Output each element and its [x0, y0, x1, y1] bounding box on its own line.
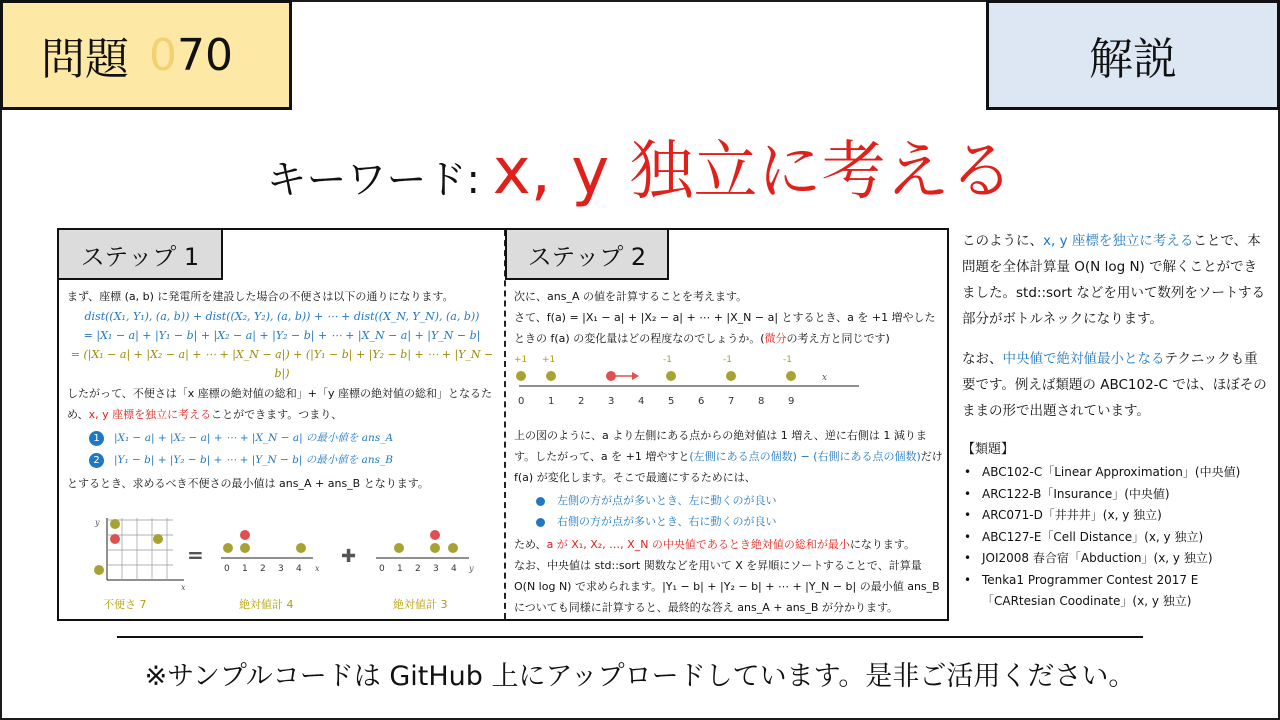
bullet-dot [536, 497, 545, 506]
plus-sign: ✚ [341, 546, 357, 567]
step1-intro: まず、座標 (a, b) に発電所を建設した場合の不便さは以下の通りになります。 [67, 290, 454, 303]
y-tick-1: 1 [397, 564, 403, 574]
step1-para3: とするとき、求めるべき不便さの最小値は ans_A + ans_B となります。 [67, 477, 429, 490]
step2-p2-b: の考え方と同じです) [786, 332, 890, 345]
step2-p2 [514, 307, 946, 349]
summary-p2 [962, 346, 1268, 424]
summary-column [962, 228, 1268, 613]
ruiden-item: • Tenka1 Programmer Contest 2017 E「CARtesian Coodinate」(x, y 独立) [962, 570, 1268, 613]
problem-prefix: 問題 [41, 34, 129, 85]
summary-p1 [962, 228, 1268, 332]
nl-tick-6: 6 [698, 396, 705, 407]
x-tick-0: 0 [224, 564, 230, 574]
ruiden-list [962, 462, 1268, 613]
summary-p2-highlight: 中央値で絶対値最小となる [1002, 351, 1165, 367]
step2-p5: なお、中央値は std::sort 関数などを用いて X を昇順にソートすることで、計算量 O(N log N) で求められます。|Y₁ − b| + |Y₂ − b| + ⋯ + |Y_N − b| の最小値 ans_B についても同様に計算すると、最終的な答え ans_A + ans_B が分かります。 [514, 559, 940, 614]
y-line-caption: 絶対値計 3 [393, 598, 448, 611]
delta-label-2: +1 [542, 355, 556, 365]
step2-p4-highlight: a が X₁, X₂, …, X_N の中央値であるとき絶対値の総和が最小 [546, 538, 850, 551]
step1-eq3 [67, 345, 497, 383]
keyword-label: キーワード: [266, 157, 480, 203]
y-tick-0: 0 [379, 564, 385, 574]
step1-eq3-y: (|Y₁ − b| + |Y₂ − b| + ⋯ + |Y_N − b|) [274, 348, 494, 380]
problem-title [0, 0, 292, 110]
x-line-axis: x [315, 564, 320, 573]
problem-number: 70 [177, 29, 233, 81]
nl-tick-8: 8 [758, 396, 765, 407]
grid-axis-y: y [95, 518, 100, 527]
keyword-value: x, y 独立に考える [492, 135, 1014, 209]
y-tick-4: 4 [451, 564, 457, 574]
grid-axis-x: x [181, 583, 186, 592]
delta-label-1: +1 [514, 355, 528, 365]
step1-eq1: dist((X₁, Y₁), (a, b)) + dist((X₂, Y₂), (a, b)) + ⋯ + dist((X_N, Y_N), (a, b)) [84, 310, 480, 323]
nl-tick-3: 3 [608, 396, 615, 407]
x-tick-2: 2 [260, 564, 266, 574]
step1-para2-a: したがって、不便さは「x 座標の絶対値の総和」+「y 座標の絶対値の総和」となるため、 [67, 387, 493, 421]
step1-eq3-plus: + [289, 348, 306, 361]
x-numberline [221, 530, 320, 611]
step2-p3 [514, 425, 946, 488]
step1-item2 [67, 449, 497, 471]
step1-item1 [67, 427, 497, 449]
x-tick-4: 4 [296, 564, 302, 574]
y-tick-2: 2 [415, 564, 421, 574]
delta-label-5: -1 [783, 355, 792, 365]
section-label: 解説 [986, 0, 1280, 110]
step2-p3-b: だけ f(a) が変化します。そこで最適にするためには、 [514, 450, 943, 484]
step1-para2-highlight: x, y 座標を独立に考える [88, 408, 212, 421]
item1-number: 1 [89, 431, 104, 446]
delta-label-4: -1 [723, 355, 732, 365]
summary-p2-b: テクニックも重要です。例えば類題の ABC102-C では、ほぼそのままの形で出題されています。 [962, 351, 1267, 419]
step1-diagram [89, 518, 489, 616]
step-divider [504, 230, 506, 619]
step2-p2-highlight: 微分 [764, 332, 787, 345]
summary-p1-b: ことで、本問題を全体計算量 O(N log N) で解くことができました。std::sort などを用いて数列をソートする部分がボトルネックになります。 [962, 233, 1266, 327]
nl-tick-1: 1 [548, 396, 555, 407]
step1-para2-b: ことができます。つまり、 [211, 408, 343, 421]
step2-content [514, 286, 946, 618]
ruiden-item: • JOI2008 春合宿「Abduction」(x, y 独立) [962, 548, 1268, 570]
step2-p3-a: 上の図のように、a より左側にある点からの絶対値は 1 増え、逆に右側は 1 減ります。したがって、a を +1 増やすと [514, 429, 927, 463]
nl-axis: x [822, 373, 828, 383]
x-tick-3: 3 [278, 564, 284, 574]
grid-caption: 不便さ 7 [103, 598, 147, 611]
summary-p2-a: なお、 [962, 351, 1003, 367]
summary-p1-highlight: x, y 座標を独立に考える [1043, 233, 1194, 249]
step2-numberline [514, 350, 884, 420]
nl-tick-0: 0 [518, 396, 525, 407]
grid-plot [94, 518, 186, 611]
nl-tick-5: 5 [668, 396, 675, 407]
step2-p1: 次に、ans_A の値を計算することを考えます。 [514, 290, 748, 303]
step1-eq3-x: = (|X₁ − a| + |X₂ − a| + ⋯ + |X_N − a|) [70, 348, 290, 361]
delta-label-3: -1 [663, 355, 672, 365]
x-tick-1: 1 [242, 564, 248, 574]
step2-p4 [514, 534, 946, 555]
bullet-dot [536, 518, 545, 527]
step2-bullet1 [514, 490, 946, 511]
keyword-heading [0, 132, 1280, 220]
item2-text: |Y₁ − b| + |Y₂ − b| + ⋯ + |Y_N − b| の最小値を ans_B [114, 454, 393, 466]
equals-sign: = [187, 543, 204, 567]
ruiden-title: 【類題】 [962, 442, 1015, 457]
item2-number: 2 [89, 453, 104, 468]
step2-p4-b: になります。 [849, 538, 916, 551]
step2-bullet2 [514, 511, 946, 532]
step2-p2-a: さて、f(a) = |X₁ − a| + |X₂ − a| + ⋯ + |X_N − a| とするとき、a を +1 増やしたときの f(a) の変化量はどの程度なのでしょうか。( [514, 311, 936, 345]
step2-label: ステップ 2 [505, 230, 669, 280]
step1-eq2: = |X₁ − a| + |Y₁ − b| + |X₂ − a| + |Y₂ − b| + ⋯ + |X_N − a| + |Y_N − b| [83, 329, 481, 342]
nl-tick-7: 7 [728, 396, 735, 407]
footer-divider [117, 636, 1143, 638]
ruiden-item: • ARC071-D「井井井」(x, y 独立) [962, 505, 1268, 527]
step1-para2 [67, 383, 497, 425]
ruiden-item: • ABC127-E「Cell Distance」(x, y 独立) [962, 527, 1268, 549]
step2-p4-a: ため、 [514, 538, 547, 551]
problem-number-zero: 0 [149, 29, 177, 81]
nl-tick-2: 2 [578, 396, 585, 407]
x-line-caption: 絶対値計 4 [239, 598, 294, 611]
ruiden-item: • ARC122-B「Insurance」(中央値) [962, 484, 1268, 506]
y-line-axis: y [469, 564, 474, 573]
nl-tick-4: 4 [638, 396, 645, 407]
step1-content [67, 286, 497, 494]
step1-label: ステップ 1 [59, 230, 223, 280]
step2-p3-highlight: (左側にある点の個数) − (右側にある点の個数) [689, 450, 921, 463]
item1-text: |X₁ − a| + |X₂ − a| + ⋯ + |X_N − a| の最小値を ans_A [114, 432, 394, 444]
bullet1-text: 左側の方が点が多いとき、左に動くのが良い [557, 494, 777, 507]
footer-note: ※サンプルコードは GitHub 上にアップロードしています。是非ご活用ください。 [144, 661, 1136, 692]
nl-tick-9: 9 [788, 396, 795, 407]
y-tick-3: 3 [433, 564, 439, 574]
ruiden-item: • ABC102-C「Linear Approximation」(中央値) [962, 462, 1268, 484]
summary-p1-a: このように、 [962, 233, 1043, 249]
y-numberline [376, 530, 474, 611]
steps-panel [57, 228, 949, 621]
bullet2-text: 右側の方が点が多いとき、右に動くのが良い [557, 515, 777, 528]
